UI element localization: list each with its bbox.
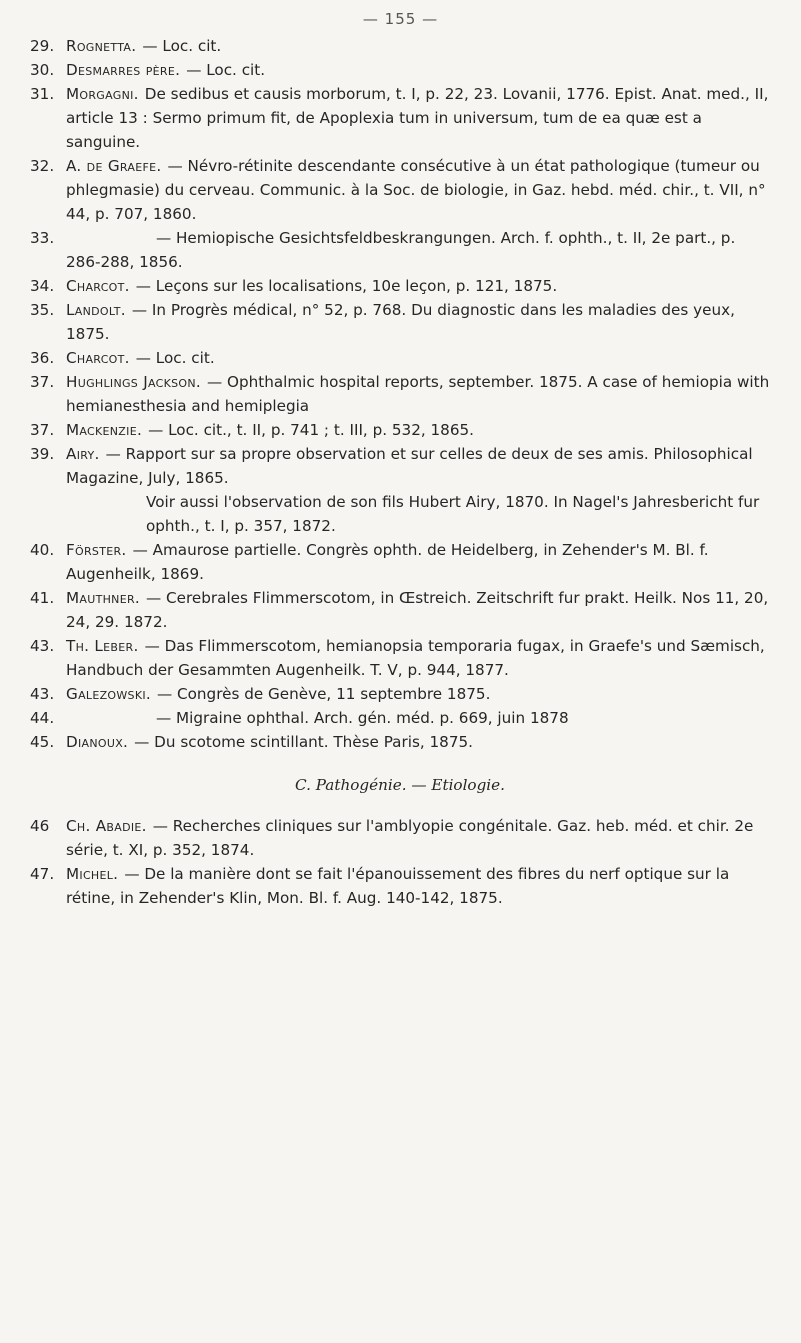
entry-text: — Rapport sur sa propre observation et sur celles de deux de ses amis. Philosophical Magazine, July, 1865. bbox=[66, 445, 753, 487]
page-number: — 155 — bbox=[362, 10, 439, 28]
entry-note: Voir aussi l'observation de son fils Hubert Airy, 1870. In Nagel's Jahresbericht fur ophth., t. I, p. 357, 1872. bbox=[146, 493, 760, 535]
entry-number: 44. bbox=[30, 709, 55, 727]
bibliography-entry bbox=[30, 586, 770, 634]
entry-text: — Amaurose partielle. Congrès ophth. de Heidelberg, in Zehender's M. Bl. f. Augenheilk, 1869. bbox=[66, 541, 709, 583]
entry-author: Ch. Abadie. bbox=[66, 817, 147, 835]
entry-text: — Hemiopische Gesichtsfeldbeskrangungen. Arch. f. ophth., t. II, 2e part., p. 286-288, 1856. bbox=[66, 229, 736, 271]
entry-author: Mackenzie. bbox=[66, 421, 143, 439]
entry-author: Förster. bbox=[66, 541, 127, 559]
entry-number: 41. bbox=[30, 589, 55, 607]
entry-author: Charcot. bbox=[66, 349, 130, 367]
entry-author: Morgagni. bbox=[66, 85, 139, 103]
entry-number: 32. bbox=[30, 157, 55, 175]
bibliography-list bbox=[30, 34, 770, 910]
entry-text: — Loc. cit. bbox=[186, 61, 266, 79]
entry-number: 36. bbox=[30, 349, 55, 367]
entry-author: A. de Graefe. bbox=[66, 157, 162, 175]
entry-author: Dianoux. bbox=[66, 733, 129, 751]
bibliography-entry bbox=[30, 226, 770, 274]
entry-author: Mauthner. bbox=[66, 589, 141, 607]
bibliography-entry bbox=[30, 814, 770, 862]
bibliography-entry bbox=[30, 634, 770, 682]
entry-author: Rognetta. bbox=[66, 37, 137, 55]
entry-text: — De la manière dont se fait l'épanouissement des fibres du nerf optique sur la rétine, in Zehender's Klin, Mon. Bl. f. Aug. 140-142, 1875. bbox=[66, 865, 730, 907]
entry-number: 45. bbox=[30, 733, 55, 751]
entry-text: — Migraine ophthal. Arch. gén. méd. p. 669, juin 1878 bbox=[156, 709, 569, 727]
bibliography-entry bbox=[30, 706, 770, 730]
entry-number: 37. bbox=[30, 421, 55, 439]
entry-number: 34. bbox=[30, 277, 55, 295]
bibliography-entry bbox=[30, 730, 770, 754]
section-heading: C. Pathogénie. — Etiologie. bbox=[295, 776, 505, 794]
entry-number: 33. bbox=[30, 229, 55, 247]
entry-author: Galezowski. bbox=[66, 685, 152, 703]
bibliography-entry bbox=[30, 370, 770, 418]
entry-number: 29. bbox=[30, 37, 55, 55]
entry-author: Desmarres père. bbox=[66, 61, 181, 79]
entry-author: Landolt. bbox=[66, 301, 126, 319]
entry-text: De sedibus et causis morborum, t. I, p. 22, 23. Lovanii, 1776. Epist. Anat. med., II, article 13 : Sermo primum fit, de Apoplexia tum in universum, tum de ea quæ est a sanguine. bbox=[66, 85, 769, 151]
bibliography-entry bbox=[30, 346, 770, 370]
entry-text: — Du scotome scintillant. Thèse Paris, 1875. bbox=[134, 733, 473, 751]
entry-text: — Ophthalmic hospital reports, september. 1875. A case of hemiopia with hemianesthesia and hemiplegia bbox=[66, 373, 770, 415]
entry-number: 40. bbox=[30, 541, 55, 559]
bibliography-entry bbox=[30, 418, 770, 442]
entry-text: — Cerebrales Flimmerscotom, in Œstreich. Zeitschrift fur prakt. Heilk. Nos 11, 20, 24, 29. 1872. bbox=[66, 589, 769, 631]
entry-text: — In Progrès médical, n° 52, p. 768. Du diagnostic dans les maladies des yeux, 1875. bbox=[66, 301, 735, 343]
bibliography-entry bbox=[30, 298, 770, 346]
bibliography-entry bbox=[30, 82, 770, 154]
entry-number: 43. bbox=[30, 685, 55, 703]
entry-number: 39. bbox=[30, 445, 55, 463]
entry-text: — Leçons sur les localisations, 10e leçon, p. 121, 1875. bbox=[135, 277, 558, 295]
entry-number: 31. bbox=[30, 85, 55, 103]
bibliography-entry bbox=[30, 442, 770, 538]
entry-text: — Loc. cit., t. II, p. 741 ; t. III, p. 532, 1865. bbox=[148, 421, 474, 439]
bibliography-entry bbox=[30, 862, 770, 910]
entry-author: Hughlings Jackson. bbox=[66, 373, 202, 391]
entry-text: — Congrès de Genève, 11 septembre 1875. bbox=[157, 685, 491, 703]
entry-text: — Das Flimmerscotom, hemianopsia temporaria fugax, in Graefe's und Sæmisch, Handbuch der Gesammten Augenheilk. T. V, p. 944, 1877. bbox=[66, 637, 765, 679]
entry-author: Th. Leber. bbox=[66, 637, 139, 655]
bibliography-entry bbox=[30, 58, 770, 82]
entry-number: 46 bbox=[30, 817, 50, 835]
entry-text: — Recherches cliniques sur l'amblyopie congénitale. Gaz. heb. méd. et chir. 2e série, t. XI, p. 352, 1874. bbox=[66, 817, 754, 859]
entry-number: 37. bbox=[30, 373, 55, 391]
entry-number: 43. bbox=[30, 637, 55, 655]
entry-text: — Loc. cit. bbox=[142, 37, 222, 55]
entry-number: 35. bbox=[30, 301, 55, 319]
bibliography-entries bbox=[30, 34, 770, 754]
entry-author: Michel. bbox=[66, 865, 119, 883]
bibliography-entry bbox=[30, 154, 770, 226]
bibliography-entry bbox=[30, 34, 770, 58]
entry-number: 47. bbox=[30, 865, 55, 883]
entry-text: — Loc. cit. bbox=[135, 349, 215, 367]
entry-text: — Névro-rétinite descendante consécutive à un état pathologique (tumeur ou phlegmasie) du cerveau. Communic. à la Soc. de biologie, in Gaz. hebd. méd. chir., t. VII, n° 44, p. 707, 1860. bbox=[66, 157, 766, 223]
bibliography-entries-pathogenie bbox=[30, 814, 770, 910]
entry-author: Charcot. bbox=[66, 277, 130, 295]
bibliography-entry bbox=[30, 274, 770, 298]
bibliography-entry bbox=[30, 538, 770, 586]
entry-number: 30. bbox=[30, 61, 55, 79]
bibliography-entry bbox=[30, 682, 770, 706]
entry-author: Airy. bbox=[66, 445, 100, 463]
